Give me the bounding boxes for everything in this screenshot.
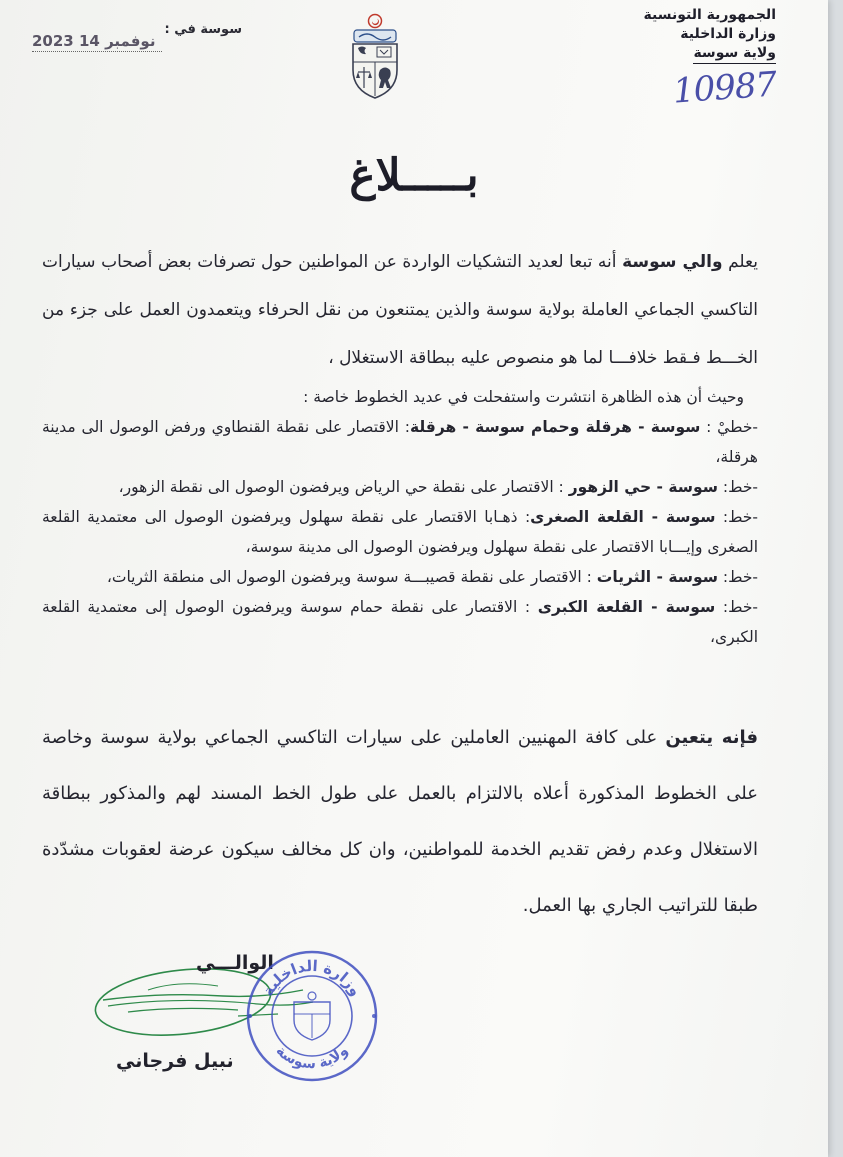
item-route: سوسة - حي الزهور [568,478,718,496]
item-route: سوسة - القلعة الكبرى [537,598,716,616]
intro-bold: والي سوسة [622,252,723,272]
signer-name: نبيل فرجاني [116,1050,234,1072]
item-detail: : الاقتصار على نقطة حمام سوسة ويرفضون الوصول إلى معتمدية القلعة الكبرى، [42,598,758,646]
governorate-name: ولاية سوسة [693,44,776,64]
item-route: سوسة - هرقلة وحمام سوسة - هرقلة [409,418,701,436]
date-line [32,22,242,52]
date-value: 2023 نوفمبر 14 [32,32,162,52]
item-prefix: -خط: [717,568,758,586]
reference-number: 10987 [671,64,778,112]
lines-section [42,382,758,652]
list-item [42,502,758,562]
stamp-top-text: وزارة الداخلية [258,956,366,1000]
stamp-bottom-text: ولاية سوسة [272,1042,352,1073]
item-detail: : الاقتصار على نقطة القنطاوي ورفض الوصول الى مدينة هرقلة، [42,418,758,466]
date-label: سوسة في : [164,22,242,37]
letterhead [596,6,776,64]
coat-of-arms-icon [345,12,405,102]
item-prefix: -خطيْ : [700,418,758,436]
republic-name: الجمهورية التونسية [643,7,776,23]
conclusion-text: على كافة المهنيين العاملين على سيارات التاكسي الجماعي بولاية سوسة وخاصة على الخطوط المذكورة أعلاه بالالتزام بالعمل على طول الخط المسند لهم والمذكور ببطاقة الاستغلال وعدم رفض تقديم الخدمة للمواطنين، وان كل مخالف سيكون عرضة لعقوبات مشدّدة طبقا للتراتيب الجاري بها العمل. [42,727,758,916]
ministry-name: وزارة الداخلية [680,26,776,42]
item-prefix: -خط: [717,478,758,496]
official-stamp [242,946,382,1086]
lines-lead: وحيث أن هذه الظاهرة انتشرت واستفحلت في عديد الخطوط خاصة : [303,388,744,406]
conclusion-paragraph [42,710,758,934]
item-prefix: -خط: [715,598,759,616]
item-prefix: -خط: [715,508,758,526]
item-detail: : ذهـابا الاقتصار على نقطة سهلول ويرفضون الوصول الى معتمدية القلعة الصغرى وإيـــابا الاقتصار على نقطة سهلول ويرفضون الوصول الى مدينة سوسة، [42,508,758,556]
intro-part2: أنه تبعا لعديد التشكيات الواردة عن المواطنين حول تصرفات بعض أصحاب سيارات التاكسي الجماعي العاملة بولاية سوسة والذين يمتنعون من نقل الحرفاء ويتعمدون العمل على جزء من الخـــط فـقط خلافـــا لما هو منصوص عليه ببطاقة الاستغلال ، [42,252,758,368]
conclusion-bold: فإنه يتعين [665,727,758,748]
svg-text:ولاية سوسة [273,1043,352,1073]
item-route: سوسة - القلعة الصغرى [530,508,716,526]
signer-title: الوالـــي [196,952,274,974]
item-route: سوسة - الثريات [596,568,718,586]
item-detail: : الاقتصار على نقطة حي الرياض ويرفضون الوصول الى نقطة الزهور، [118,478,569,496]
intro-part1: يعلم [722,252,758,272]
list-item [42,562,758,592]
intro-paragraph [42,238,758,382]
document-title: بـــــلاغ [349,150,479,201]
list-item [42,472,758,502]
list-item [42,592,758,652]
list-item [42,412,758,472]
item-detail: : الاقتصار على نقطة قصيبـــة سوسة ويرفضون الوصول الى منطقة الثريات، [106,568,597,586]
